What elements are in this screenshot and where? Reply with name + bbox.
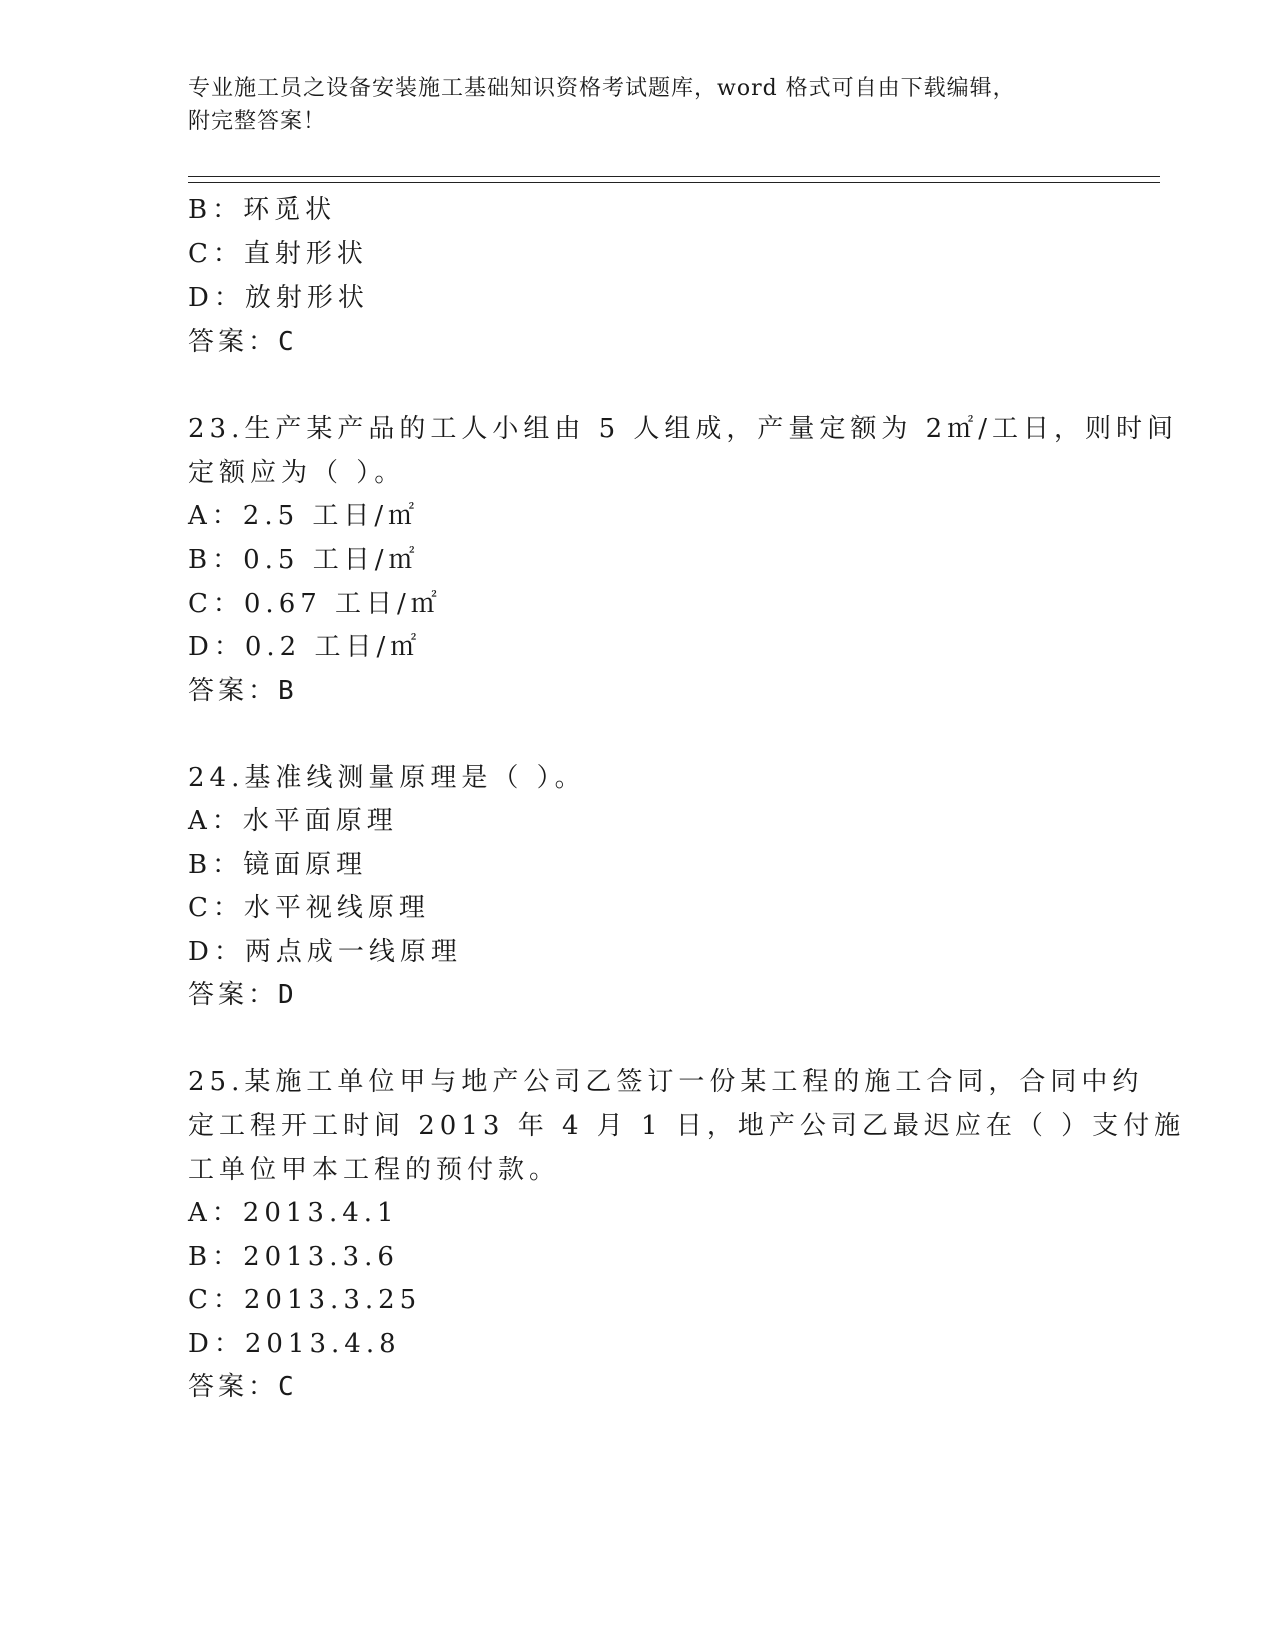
q24-option-b: B：镜面原理 bbox=[188, 850, 368, 880]
q25-option-c: C：2013.3.25 bbox=[188, 1285, 422, 1315]
header-line-1: 专业施工员之设备安装施工基础知识资格考试题库，word 格式可自由下载编辑， bbox=[188, 76, 1016, 101]
q22-answer-value: C bbox=[278, 327, 296, 357]
q25-answer bbox=[188, 1371, 296, 1403]
q25-option-d: D：2013.4.8 bbox=[188, 1329, 401, 1359]
q23-option-d: D：0.2 工日/㎡ bbox=[188, 632, 422, 662]
q24-stem-line-1: 24.基准线测量原理是（ ）。 bbox=[188, 763, 586, 793]
q25-stem-line-1: 25.某施工单位甲与地产公司乙签订一份某工程的施工合同，合同中约 bbox=[188, 1067, 1144, 1097]
q25-option-b: B：2013.3.6 bbox=[188, 1242, 399, 1272]
q23-option-a: A：2.5 工日/㎡ bbox=[188, 501, 420, 531]
q24-answer-label: 答案： bbox=[188, 980, 279, 1010]
q24-answer bbox=[188, 979, 296, 1011]
q25-stem-line-2: 定工程开工时间 2013 年 4 月 1 日，地产公司乙最迟应在（ ）支付施 bbox=[188, 1111, 1186, 1141]
q23-stem-line-2: 定额应为（ ）。 bbox=[188, 458, 406, 488]
q25-option-a: A：2013.4.1 bbox=[188, 1198, 399, 1228]
q24-answer-value: D bbox=[278, 980, 296, 1010]
q23-option-b: B：0.5 工日/㎡ bbox=[188, 545, 420, 575]
q22-option-d: D：放射形状 bbox=[188, 283, 369, 313]
q23-option-c: C：0.67 工日/㎡ bbox=[188, 589, 442, 619]
header-line-2: 附完整答案！ bbox=[188, 109, 327, 134]
q24-option-a: A：水平面原理 bbox=[188, 806, 398, 836]
header-divider-bottom bbox=[188, 182, 1160, 183]
q23-answer-label: 答案： bbox=[188, 676, 279, 706]
q25-answer-label: 答案： bbox=[188, 1372, 279, 1402]
q24-option-d: D：两点成一线原理 bbox=[188, 937, 462, 967]
q22-answer bbox=[188, 326, 296, 358]
q23-answer-value: B bbox=[278, 676, 296, 706]
q23-stem-line-1: 23.生产某产品的工人小组由 5 人组成，产量定额为 2㎡/工日，则时间 bbox=[188, 414, 1178, 444]
q24-option-c: C：水平视线原理 bbox=[188, 893, 430, 923]
q22-option-c: C：直射形状 bbox=[188, 239, 368, 269]
q23-answer bbox=[188, 675, 296, 707]
document-header bbox=[188, 72, 1088, 138]
header-divider-top bbox=[188, 176, 1160, 177]
q25-answer-value: C bbox=[278, 1372, 296, 1402]
q22-answer-label: 答案： bbox=[188, 327, 279, 357]
q25-stem-line-3: 工单位甲本工程的预付款。 bbox=[188, 1155, 561, 1185]
q22-option-b: B：环觅状 bbox=[188, 195, 337, 225]
